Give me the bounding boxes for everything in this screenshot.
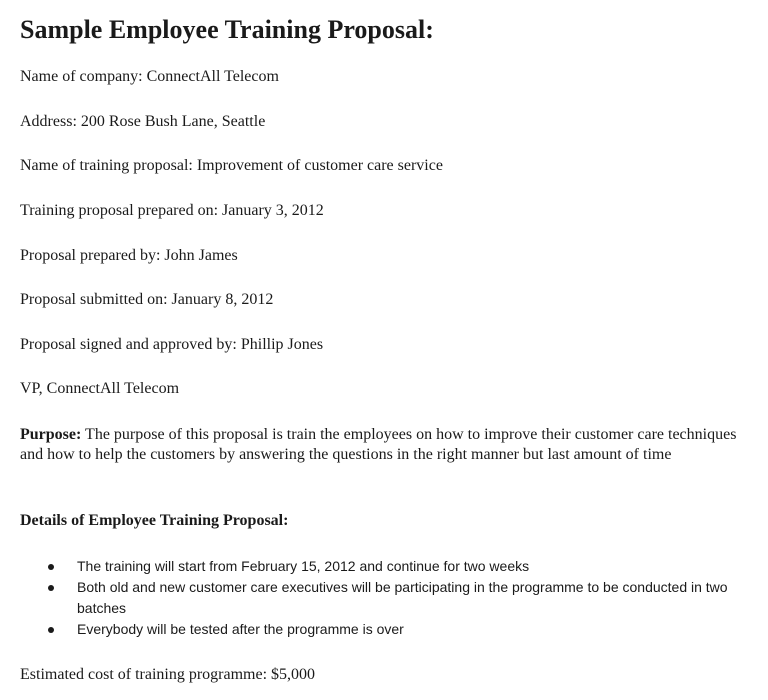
approver-title-line: VP, ConnectAll Telecom	[20, 380, 180, 397]
company-name-line: Name of company: ConnectAll Telecom	[20, 68, 279, 85]
prepared-by-line: Proposal prepared by: John James	[20, 247, 238, 264]
details-bullet-list	[46, 556, 736, 640]
purpose-text: The purpose of this proposal is train the employees on how to improve their customer care techniques and how to help the customers by answering the questions in the right manner but last amount of time	[20, 426, 737, 463]
purpose-label: Purpose:	[20, 426, 82, 443]
training-proposal-name-line: Name of training proposal: Improvement of customer care service	[20, 157, 443, 174]
purpose-paragraph	[20, 425, 760, 465]
document-title: Sample Employee Training Proposal:	[20, 15, 434, 44]
submitted-on-line: Proposal submitted on: January 8, 2012	[20, 291, 274, 308]
bullet-icon	[48, 564, 54, 570]
bullet-text: Everybody will be tested after the programme is over	[77, 621, 404, 637]
bullet-icon	[48, 585, 54, 591]
details-heading: Details of Employee Training Proposal:	[20, 512, 289, 529]
list-item	[46, 577, 736, 619]
bullet-icon	[48, 627, 54, 633]
bullet-text: Both old and new customer care executives will be participating in the programme to be conducted in two batches	[77, 579, 728, 616]
signed-approved-by-line: Proposal signed and approved by: Phillip Jones	[20, 336, 324, 353]
address-line: Address: 200 Rose Bush Lane, Seattle	[20, 113, 266, 130]
estimated-cost-line: Estimated cost of training programme: $5,000	[20, 666, 316, 683]
prepared-on-line: Training proposal prepared on: January 3, 2012	[20, 202, 324, 219]
bullet-text: The training will start from February 15, 2012 and continue for two weeks	[77, 558, 530, 574]
list-item	[46, 619, 736, 640]
list-item	[46, 556, 736, 577]
